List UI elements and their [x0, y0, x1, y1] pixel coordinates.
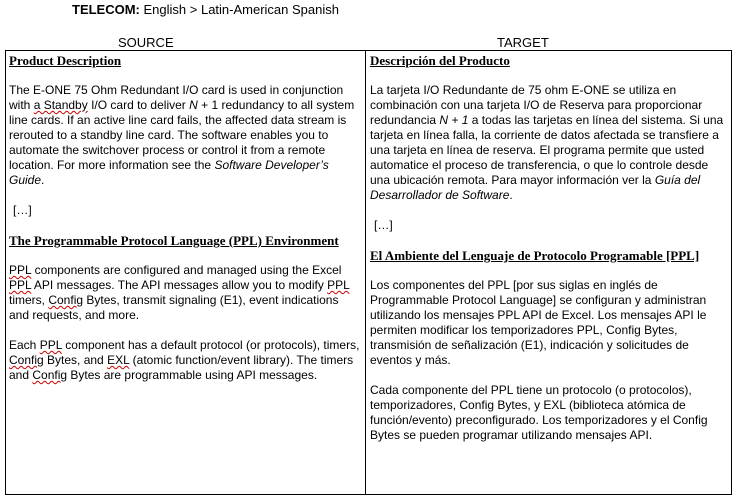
source-paragraph-1: The E-ONE 75 Ohm Redundant I/O card is used in conjunction with a Standby I/O card to deliver N + 1 redundancy to all system line cards. If an active line card fails, the affected data stream is rerouted to a standby line card. The software enables you to automate the switchover process or control it from a remote location. For more information see the Software Developer’s Guide. — [9, 83, 355, 187]
target-heading-product-description: Descripción del Producto — [370, 53, 510, 68]
document-title — [72, 2, 339, 18]
target-paragraph-3: Cada componente del PPL tiene un protocolo (o protocolos), temporizadores, Config Bytes, y EXL (biblioteca atómica de función/evento) preconfigurado. Los temporizadores y el Config Bytes se pueden programar utilizando mensajes API. — [370, 383, 708, 442]
source-column-header: SOURCE — [118, 35, 174, 50]
target-ellipsis: […] — [374, 218, 393, 232]
source-guide-title: Software Developer’s Guide — [9, 158, 329, 187]
column-divider — [365, 51, 366, 494]
source-heading-product-description: Product Description — [9, 53, 122, 68]
target-paragraph-1: La tarjeta I/O Redundante de 75 ohm E-ONE se utiliza en combinación con una tarjeta I/O de Reserva para proporcionar redundancia N + 1 a todas las tarjetas en línea del sistema. Si una tarjeta en línea falla, la corriente de datos afectada se transfiere a una tarjeta en línea de reserva. El programa permite que usted automatice el proceso de transferencia, o que lo controle desde una ubicación remota. Para mayor información ver la Guía del Desarrollador de Software. — [370, 83, 724, 202]
source-paragraph-2: PPL components are configured and managed using the Excel PPL API messages. The API messages allow you to modify PPL timers, Config Bytes, transmit signaling (E1), event indications and requests, and more. — [9, 263, 350, 322]
domain-label: TELECOM: — [72, 2, 140, 17]
target-heading-ppl-environment: El Ambiente del Lenguaje de Protocolo Programable [PPL] — [370, 248, 700, 263]
target-column-header: TARGET — [497, 35, 549, 50]
target-paragraph-2: Los componentes del PPL [por sus siglas en inglés de Programmable Protocol Language] se configuran y administran utilizando los mensajes PPL API de Excel. Los mensajes API le permiten modificar los temporizadores PPL, Config Bytes, transmisión de señalización (E1), indicación y solicitudes de eventos y más. — [370, 278, 707, 367]
source-heading-ppl-environment: The Programmable Protocol Language (PPL) Environment — [9, 233, 339, 248]
target-cell — [370, 53, 728, 443]
source-paragraph-3: Each PPL component has a default protocol (or protocols), timers, Config Bytes, and EXL (atomic function/event library). The timers and Config Bytes are programmable using API messages. — [9, 338, 360, 382]
translation-table — [5, 50, 732, 495]
source-ellipsis: […] — [13, 203, 32, 217]
source-cell — [9, 53, 361, 383]
language-pair: English > Latin-American Spanish — [143, 2, 339, 17]
target-guide-title: Guía del Desarrollador de Software — [370, 173, 701, 202]
